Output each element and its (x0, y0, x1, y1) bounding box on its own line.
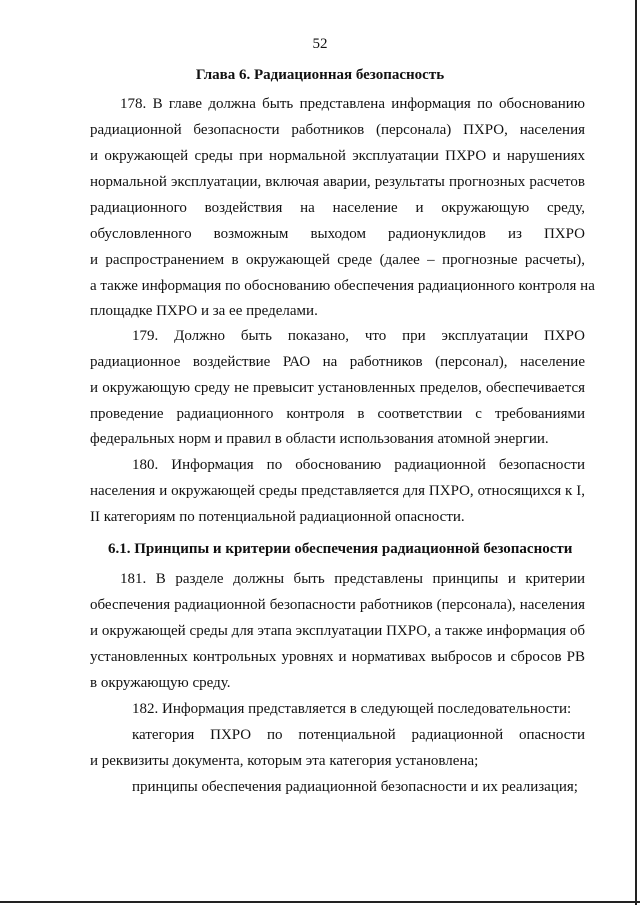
paragraph-179-line: и окружающую среду не превысит установленных пределов, обеспечивается (90, 380, 585, 396)
paragraph-178-line: и окружающей среды при нормальной эксплуатации ПХРО и нарушениях (90, 148, 585, 164)
list-item-line: принципы обеспечения радиационной безопасности и их реализация; (132, 779, 578, 795)
paragraph-181-line: установленных контрольных уровнях и нормативах выбросов и сбросов РВ (90, 649, 585, 665)
paragraph-178-line: нормальной эксплуатации, включая аварии, результаты прогнозных расчетов (90, 174, 585, 190)
chapter-title: Глава 6. Радиационная безопасность (195, 67, 445, 83)
paragraph-178-line: а также информация по обоснованию обеспечения радиационного контроля на (90, 278, 595, 294)
page-border-right (635, 0, 637, 905)
paragraph-181-line: и окружающей среды для этапа эксплуатации ПХРО, а также информация об (90, 623, 585, 639)
paragraph-180-line: населения и окружающей среды представляется для ПХРО, относящихся к I, (90, 483, 585, 499)
paragraph-181-line: обеспечения радиационной безопасности работников (персонала), населения (90, 597, 585, 613)
paragraph-182-line: 182. Информация представляется в следующей последовательности: (132, 701, 572, 717)
paragraph-178-line: и распространением в окружающей среде (далее – прогнозные расчеты), (90, 252, 585, 268)
section-title: 6.1. Принципы и критерии обеспечения радиационной безопасности (108, 541, 573, 557)
paragraph-179-line: федеральных норм и правил в области использования атомной энергии. (90, 431, 549, 447)
page-number: 52 (312, 36, 328, 52)
paragraph-178-line: радиационной безопасности работников (персонала) ПХРО, населения (90, 122, 585, 138)
paragraph-181-line: 181. В разделе должны быть представлены принципы и критерии (120, 571, 585, 587)
paragraph-181-line: в окружающую среду. (90, 675, 231, 691)
paragraph-178-line: обусловленного возможным выходом радионуклидов из ПХРО (90, 226, 585, 242)
page-border-bottom (0, 901, 640, 903)
list-item-line: и реквизиты документа, которым эта категория установлена; (90, 753, 479, 769)
paragraph-179-line: 179. Должно быть показано, что при эксплуатации ПХРО (132, 328, 585, 344)
paragraph-180-line: 180. Информация по обоснованию радиационной безопасности (132, 457, 585, 473)
paragraph-179-line: проведение радиационного контроля в соответствии с требованиями (90, 406, 585, 422)
paragraph-178-line: 178. В главе должна быть представлена информация по обоснованию (120, 96, 585, 112)
paragraph-178-line: площадке ПХРО и за ее пределами. (90, 303, 318, 319)
paragraph-178-line: радиационного воздействия на население и окружающую среду, (90, 200, 585, 216)
list-item-line: категория ПХРО по потенциальной радиационной опасности (132, 727, 585, 743)
paragraph-180-line: II категориям по потенциальной радиационной опасности. (90, 509, 465, 525)
paragraph-179-line: радиационное воздействие РАО на работников (персонал), население (90, 354, 585, 370)
